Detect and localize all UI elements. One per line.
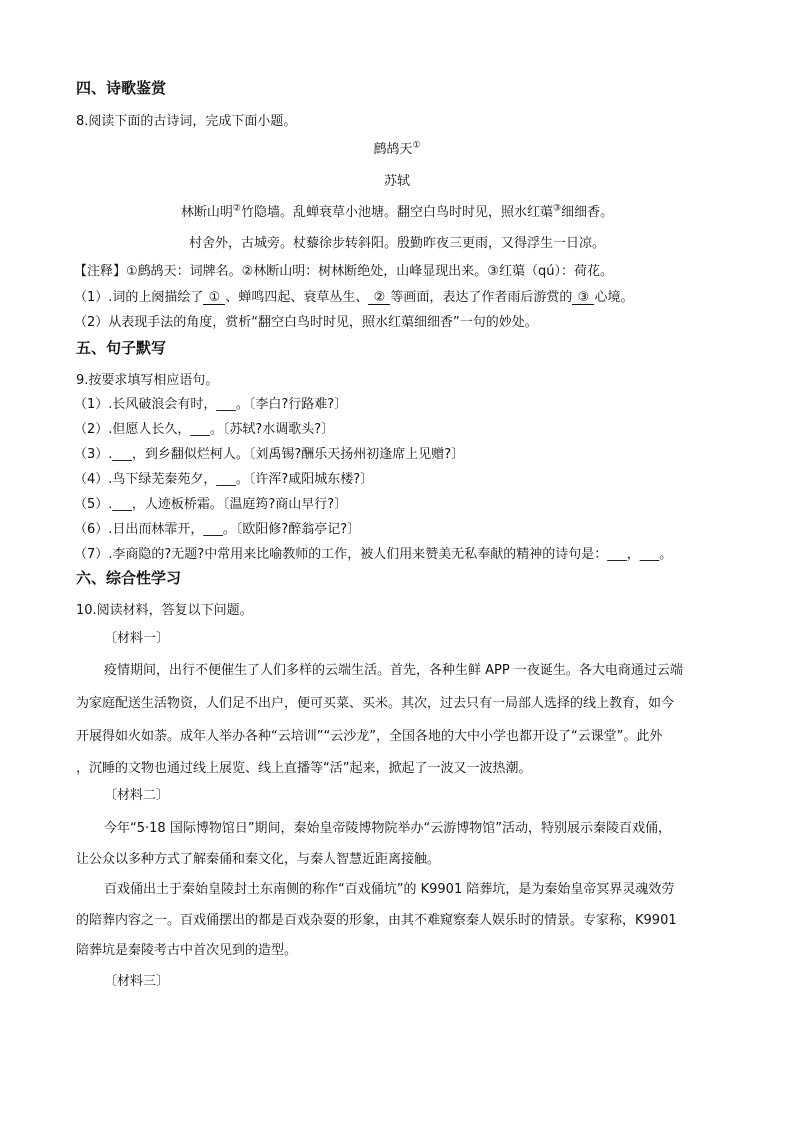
poem-line-1 [0, 203, 794, 220]
material-1-line: 为家庭配送生活物资，人们足不出户，便可买菜、买米。其次，过去只有一局部人选择的线上教育，如今 [76, 696, 675, 711]
poem-title-footnote: ① [412, 140, 421, 151]
poem-notes: 【注释】①鹧鸪天：词牌名。②林断山明：树林断绝处，山峰显现出来。③红蕖（qú）：荷花。 [74, 264, 613, 279]
recitation-item: （2）.但愿人长久，___。〔苏轼?水调歌头?〕 [74, 422, 335, 437]
sub-1-text-a: （1）.词的上阕描绘了 [74, 290, 204, 305]
material-2-line: 陪葬坑是秦陵考古中首次见到的造型。 [76, 943, 298, 958]
poem-line-1-part-a: 林断山明 [180, 205, 233, 220]
section-6-heading: 六、综合性学习 [76, 569, 182, 587]
recitation-item: （5）.___，人迹板桥霜。〔温庭筠?商山早行?〕 [74, 497, 348, 512]
material-2-line: 的陪葬内容之一。百戏俑摆出的都是百戏杂耍的形象，由其不难窥察秦人娱乐时的情景。专家称，K9901 [76, 913, 677, 928]
material-2-line: 百戏俑出土于秦始皇陵封土东南侧的称作“百戏俑坑”的 K9901 陪葬坑，是为秦始皇帝冥界灵魂效劳 [104, 882, 675, 897]
recitation-item: （6）.日出而林霏开，___。〔欧阳修?醉翁亭记?〕 [74, 522, 361, 537]
poem-footnote-2: ② [232, 203, 241, 214]
poem-line-1-part-b: 竹隐墙。乱蝉衰草小池塘。翻空白鸟时时见，照水红蕖 [240, 205, 553, 220]
poem-footnote-3: ③ [553, 203, 562, 214]
sub-1-text-b: 、蝉鸣四起、衰草丛生、 [225, 290, 369, 305]
question-8-sub-2: （2）从表现手法的角度，赏析“翻空白鸟时时见，照水红蕖细细香”一句的妙处。 [74, 315, 538, 330]
recitation-item: （1）.长风破浪会有时，___。〔李白?行路难?〕 [74, 397, 348, 412]
material-2-label: 〔材料二〕 [104, 788, 170, 803]
recitation-item: （7）.李商隐的?无题?中常用来比喻教师的工作，被人们用来赞美无私奉献的精神的诗句是：___，___。 [74, 547, 673, 562]
material-3-label: 〔材料三〕 [104, 974, 170, 989]
material-2-line: 今年“5·18 国际博物馆日”期间，秦始皇帝陵博物院举办“云游博物馆”活动，特别展示秦陵百戏俑， [104, 821, 672, 836]
poem-title [0, 140, 794, 157]
question-9-prompt: 9.按要求填写相应语句。 [76, 373, 219, 388]
poem-author: 苏轼 [383, 174, 410, 189]
question-8-sub-1 [74, 291, 633, 305]
material-1-line: ，沉睡的文物也通过线上展览、线上直播等“活”起来，掀起了一波又一波热潮。 [76, 761, 532, 776]
question-10-prompt: 10.阅读材料，答复以下问题。 [76, 603, 253, 618]
material-1-line: 开展得如火如荼。成年人举办各种“云培训”“云沙龙”，全国各地的大中小学也都开设了“云课堂”。此外 [76, 729, 663, 744]
sub-1-text-d: 心境。 [594, 290, 634, 305]
sub-1-text-c: 等画面，表达了作者雨后游赏的 [390, 290, 573, 305]
section-5-heading: 五、句子默写 [76, 339, 167, 357]
recitation-item: （3）.___，到乡翻似烂柯人。〔刘禹锡?酬乐天扬州初逢席上见赠?〕 [74, 447, 465, 462]
recitation-item: （4）.鸟下绿芜秦苑夕，___。〔许浑?咸阳城东楼?〕 [74, 472, 374, 487]
sub-1-blank-2[interactable]: ② [368, 291, 390, 305]
material-1-label: 〔材料一〕 [104, 631, 170, 646]
poem-line-1-part-c: 细细香。 [561, 205, 614, 220]
sub-1-blank-1[interactable]: ① [203, 291, 225, 305]
sub-1-blank-3[interactable]: ③ [572, 291, 594, 305]
question-8-prompt: 8.阅读下面的古诗词，完成下面小题。 [76, 114, 297, 129]
section-4-heading: 四、诗歌鉴赏 [76, 79, 167, 97]
poem-title-text: 鹧鸪天 [373, 142, 413, 157]
material-1-line: 疫情期间，出行不便催生了人们多样的云端生活。首先，各种生鲜 APP 一夜诞生。各大电商通过云端 [104, 663, 683, 678]
poem-line-2: 村舍外，古城旁。杖藜徐步转斜阳。殷勤昨夜三更雨，又得浮生一日凉。 [188, 236, 605, 251]
material-2-line: 让公众以多种方式了解秦俑和秦文化，与秦人智慧近距离接触。 [76, 852, 441, 867]
